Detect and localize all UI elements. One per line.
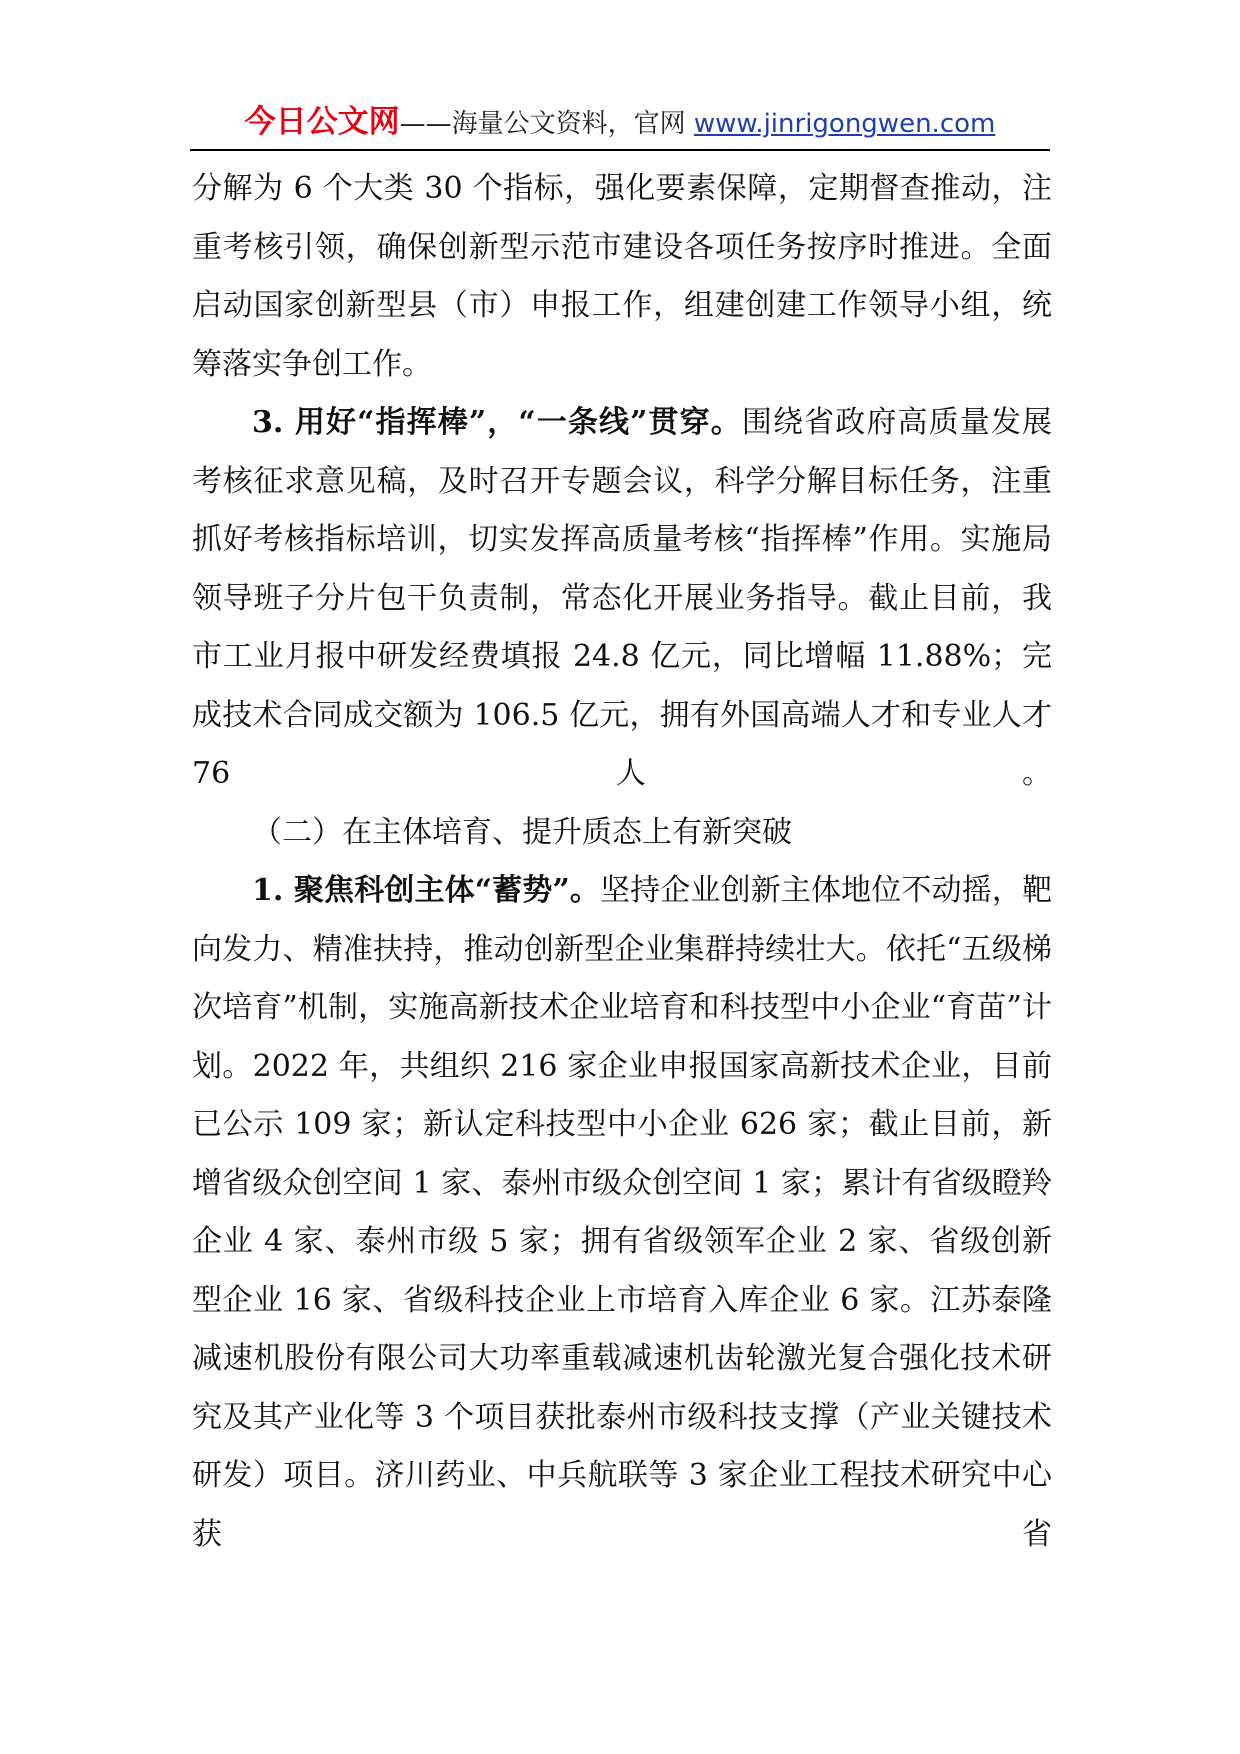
paragraph-continued: 分解为 6 个大类 30 个指标，强化要素保障，定期督查推动，注重考核引领，确保创新型示范市建设各项任务按序时推进。全面启动国家创新型县（市）申报工作，组建创建工作领导小组，统筹落实争创工作。	[192, 171, 1052, 382]
section-heading: （二）在主体培育、提升质态上有新突破	[252, 814, 792, 850]
header-brand: 今日公文网	[244, 104, 400, 140]
paragraph-lead: 3. 用好“指挥棒”，“一条线”贯穿。	[252, 405, 742, 440]
page-header	[0, 104, 1240, 142]
header-tagline: ——海量公文资料，官网	[399, 109, 694, 139]
header-divider	[190, 149, 1050, 151]
paragraph-item-1	[192, 862, 1052, 1564]
paragraph-text: 坚持企业创新主体地位不动摇，靶向发力、精准扶持，推动创新型企业集群持续壮大。依托“五级梯次培育”机制，实施高新技术企业培育和科技型中小企业“育苗”计划。2022 年，共组织 216 家企业申报国家高新技术企业，目前已公示 109 家；新认定科技型中小企业 626 家；截止目前，新增省级众创空间 1 家、泰州市级众创空间 1 家；累计有省级瞪羚企业 4 家、泰州市级 5 家；拥有省级领军企业 2 家、省级创新型企业 16 家、省级科技企业上市培育入库企业 6 家。江苏泰隆减速机股份有限公司大功率重载减速机齿轮激光复合强化技术研究及其产业化等 3 个项目获批泰州市级科技支撑（产业关键技术研发）项目。济川药业、中兵航联等 3 家企业工程技术研究中心获省	[192, 873, 1053, 1552]
header-site-link[interactable]: www.jinrigongwen.com	[693, 109, 996, 139]
paragraph-item-3	[192, 394, 1052, 804]
paragraph-lead: 1. 聚焦科创主体“蓄势”。	[252, 873, 600, 908]
document-body	[192, 160, 1052, 1564]
paragraph-text: 围绕省政府高质量发展考核征求意见稿，及时召开专题会议，科学分解目标任务，注重抓好考核指标培训，切实发挥高质量考核“指挥棒”作用。实施局领导班子分片包干负责制，常态化开展业务指导。截止目前，我市工业月报中研发经费填报 24.8 亿元，同比增幅 11.88%；完成技术合同成交额为 106.5 亿元，拥有外国高端人才和专业人才 76 人。	[192, 405, 1052, 791]
